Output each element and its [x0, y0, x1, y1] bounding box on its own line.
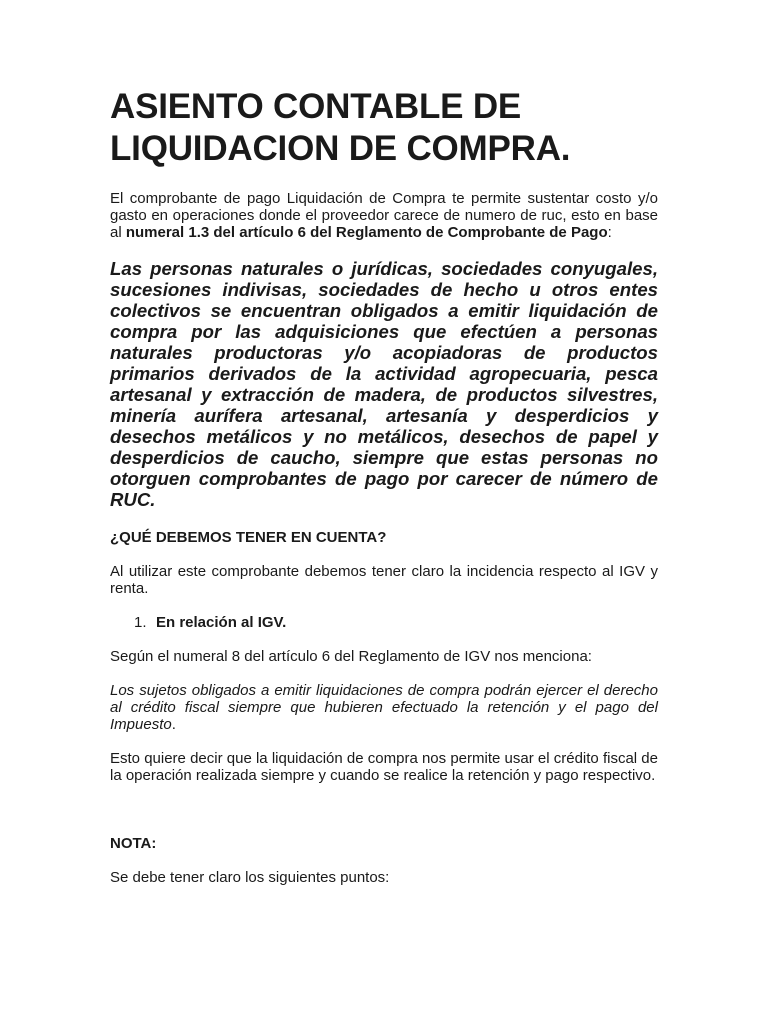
italic-quote-text: Los sujetos obligados a emitir liquidaciones de compra podrán ejercer el derecho al crédito fiscal siempre que hubieren efectuado la retención y el pago del Impuesto	[110, 681, 658, 733]
italic-quote-paragraph	[110, 682, 658, 733]
list-item-text: En relación al IGV.	[156, 613, 287, 631]
document-page	[110, 86, 658, 886]
numbered-list	[110, 614, 658, 631]
intro-tail: :	[607, 224, 612, 241]
document-title: ASIENTO CONTABLE DE LIQUIDACION DE COMPRA.	[110, 87, 571, 168]
credito-paragraph: Esto quiere decir que la liquidación de compra nos permite usar el crédito fiscal de la operación realizada siempre y cuando se realice la retención y pago respectivo.	[110, 749, 658, 784]
italic-quote-tail: .	[171, 715, 176, 733]
reglamento-paragraph: Según el numeral 8 del artículo 6 del Reglamento de IGV nos menciona:	[110, 647, 592, 665]
igv-renta-paragraph: Al utilizar este comprobante debemos tener claro la incidencia respecto al IGV y renta.	[110, 562, 658, 597]
intro-paragraph	[110, 190, 658, 241]
intro-bold-reference: numeral 1.3 del artículo 6 del Reglamento de Comprobante de Pago	[125, 224, 608, 241]
list-item-number: 1.	[134, 613, 147, 631]
puntos-paragraph: Se debe tener claro los siguientes puntos:	[110, 868, 390, 886]
section-heading: ¿QUÉ DEBEMOS TENER EN CUENTA?	[110, 528, 387, 546]
legal-quote: Las personas naturales o jurídicas, sociedades conyugales, sucesiones indivisas, sociedades de hecho u otros entes colectivos se encuentran obligados a emitir liquidación de compra por las adquisiciones que efectúen a personas naturales productoras y/o acopiadoras de productos primarios derivados de la actividad agropecuaria, pesca artesanal y extracción de madera, de productos silvestres, minería aurífera artesanal, artesanía y desperdicios y desechos metálicos y no metálicos, desechos de papel y desperdicios de caucho, siempre que estas personas no otorguen comprobantes de pago por carecer de número de RUC.	[110, 258, 658, 510]
intro-text: El comprobante de pago Liquidación de Compra te permite sustentar costo y/o gasto en operaciones donde el proveedor carece de numero de ruc, esto en base al	[110, 190, 658, 241]
nota-heading: NOTA:	[110, 834, 157, 852]
